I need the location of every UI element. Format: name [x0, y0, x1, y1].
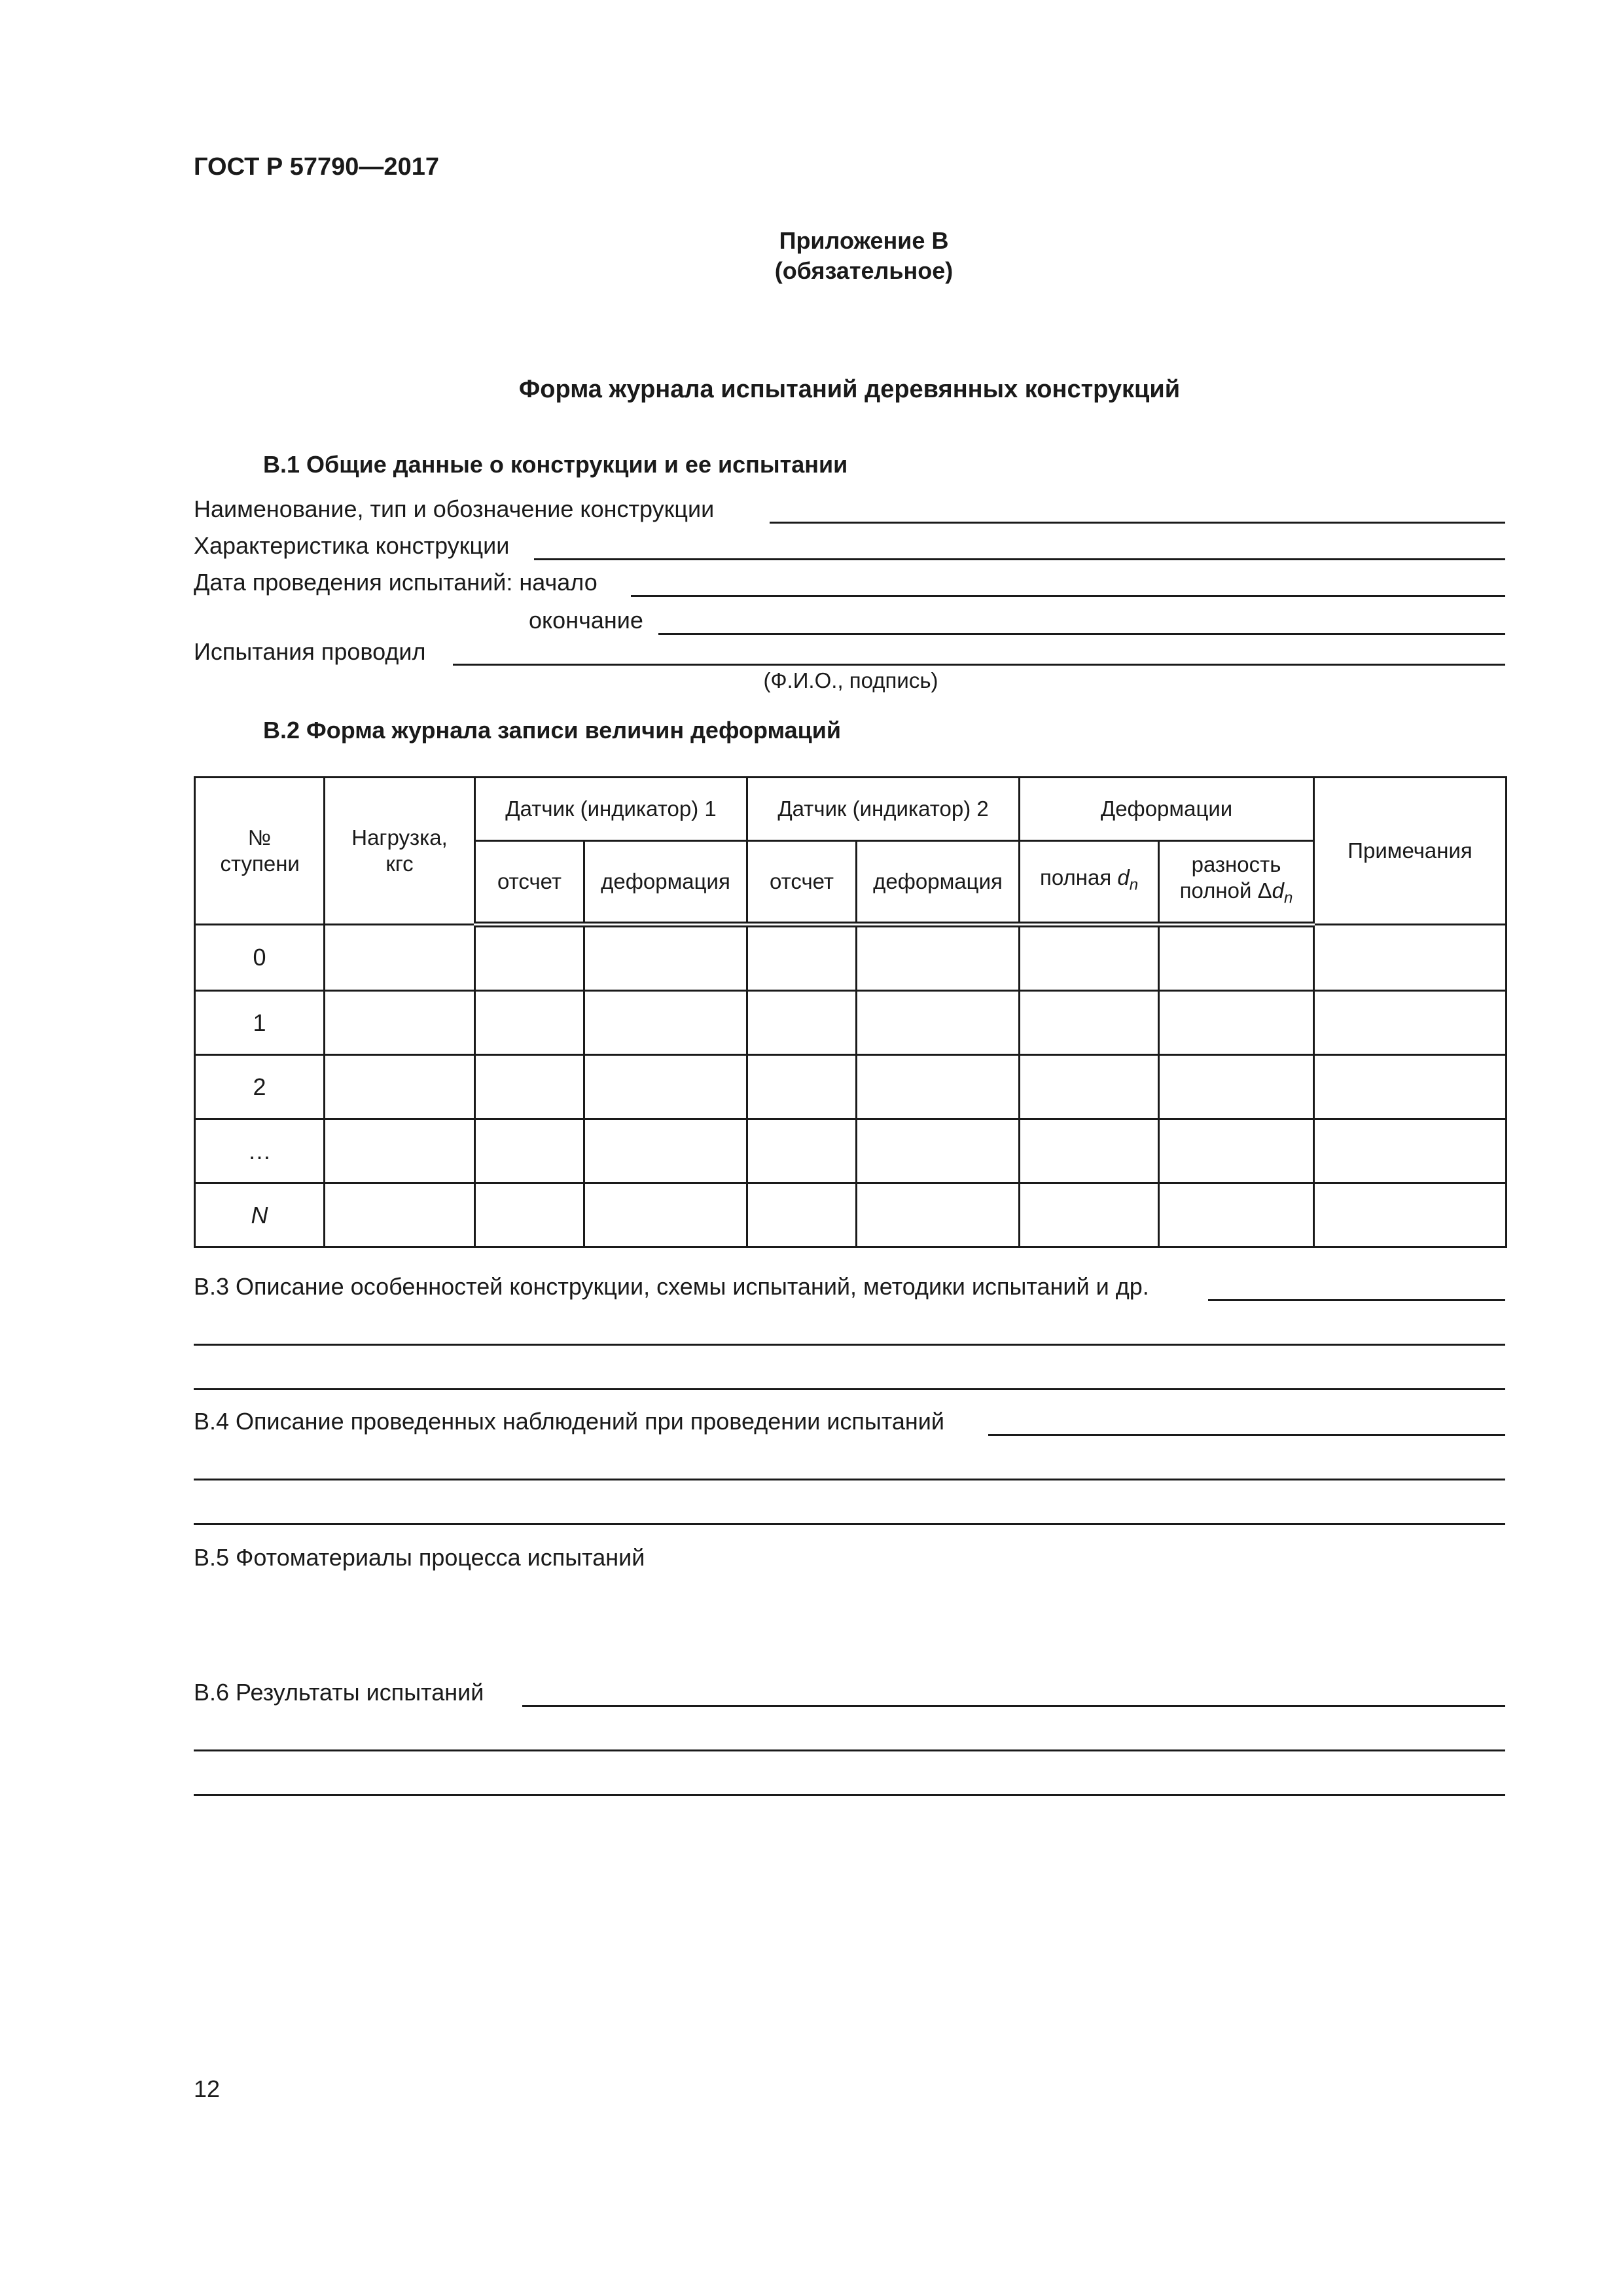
section-b3-heading: В.3 Описание особенностей конструкции, схемы испытаний, методики испытаний и др.	[194, 1273, 1149, 1300]
table-cell[interactable]	[857, 991, 1020, 1055]
table-cell[interactable]	[325, 1183, 475, 1247]
table-row	[195, 925, 1507, 991]
full-deformation-sub: n	[1129, 876, 1139, 894]
table-cell[interactable]	[857, 1183, 1020, 1247]
section-b3-line-2[interactable]	[194, 1344, 1505, 1346]
table-cell[interactable]	[857, 925, 1020, 991]
section-b3-line-3[interactable]	[194, 1388, 1505, 1390]
table-cell[interactable]	[475, 1055, 584, 1119]
appendix-title: Приложение В	[779, 227, 949, 254]
table-cell[interactable]	[1159, 1055, 1314, 1119]
diff-deformation-prefix: полной Δ	[1179, 878, 1272, 903]
table-cell[interactable]	[747, 1183, 857, 1247]
table-cell[interactable]	[584, 925, 747, 991]
page-number: 12	[194, 2075, 221, 2102]
full-deformation-var: d	[1117, 865, 1130, 890]
table-cell[interactable]	[325, 991, 475, 1055]
col-header-load	[325, 778, 475, 925]
field-label-name: Наименование, тип и обозначение конструкции	[194, 495, 715, 522]
table-cell[interactable]	[584, 1055, 747, 1119]
table-cell[interactable]	[747, 1119, 857, 1183]
table-cell[interactable]	[857, 1055, 1020, 1119]
field-label-characteristic: Характеристика конструкции	[194, 532, 510, 559]
col-header-diff-deformation	[1159, 841, 1314, 925]
table-cell[interactable]	[475, 925, 584, 991]
field-label-tester: Испытания проводил	[194, 638, 426, 665]
table-cell[interactable]	[1020, 1055, 1159, 1119]
field-line-date-end[interactable]	[658, 633, 1505, 635]
table-cell[interactable]	[1020, 991, 1159, 1055]
diff-deformation-line1: разность	[1191, 852, 1281, 877]
table-cell[interactable]	[747, 925, 857, 991]
table-cell[interactable]	[747, 1055, 857, 1119]
field-line-name[interactable]	[770, 522, 1505, 524]
section-b6-heading: В.6 Результаты испытаний	[194, 1679, 484, 1706]
diff-deformation-sub: n	[1284, 889, 1293, 907]
section-b4-line-3[interactable]	[194, 1523, 1505, 1525]
section-b4-line-2[interactable]	[194, 1479, 1505, 1480]
table-cell[interactable]	[325, 1055, 475, 1119]
table-cell[interactable]	[584, 1119, 747, 1183]
section-b6-line-1[interactable]	[522, 1705, 1505, 1707]
table-cell[interactable]	[475, 1119, 584, 1183]
field-line-tester[interactable]	[453, 664, 1505, 666]
table-cell[interactable]	[1314, 1183, 1507, 1247]
field-line-characteristic[interactable]	[534, 558, 1505, 560]
col-header-notes: Примечания	[1314, 778, 1507, 925]
table-row	[195, 991, 1507, 1055]
col-header-step-label: № ступени	[220, 825, 300, 876]
table-row	[195, 1183, 1507, 1247]
table-cell[interactable]	[325, 925, 475, 991]
appendix-status: (обязательное)	[774, 257, 954, 284]
step-cell: 0	[195, 925, 325, 991]
standard-code: ГОСТ Р 57790—2017	[194, 153, 439, 181]
col-header-sensor1-reading: отсчет	[475, 841, 584, 925]
table-row	[195, 1119, 1507, 1183]
table-cell[interactable]	[747, 991, 857, 1055]
full-deformation-prefix: полная	[1039, 865, 1112, 890]
table-cell[interactable]	[1159, 1183, 1314, 1247]
col-header-sensor2-reading: отсчет	[747, 841, 857, 925]
table-cell[interactable]	[1314, 991, 1507, 1055]
table-cell[interactable]	[1020, 925, 1159, 991]
section-b1-heading: В.1 Общие данные о конструкции и ее испытании	[263, 451, 848, 478]
section-b6-line-3[interactable]	[194, 1794, 1505, 1796]
table-cell[interactable]	[584, 1183, 747, 1247]
col-header-step	[195, 778, 325, 925]
table-cell[interactable]	[1020, 1183, 1159, 1247]
table-row	[195, 1055, 1507, 1119]
field-line-date-start[interactable]	[631, 595, 1505, 597]
table-cell[interactable]	[857, 1119, 1020, 1183]
table-cell[interactable]	[1314, 925, 1507, 991]
table-cell[interactable]	[1314, 1055, 1507, 1119]
field-label-date-start: Дата проведения испытаний: начало	[194, 569, 597, 596]
tester-caption: (Ф.И.О., подпись)	[763, 668, 938, 692]
col-header-sensor2-deformation: деформация	[857, 841, 1020, 925]
step-cell: N	[195, 1183, 325, 1247]
table-cell[interactable]	[584, 991, 747, 1055]
section-b6-line-2[interactable]	[194, 1749, 1505, 1751]
section-b4-line-1[interactable]	[988, 1434, 1505, 1436]
deformation-log-table	[194, 776, 1507, 1248]
col-header-sensor2: Датчик (индикатор) 2	[747, 778, 1020, 841]
table-cell[interactable]	[1159, 925, 1314, 991]
col-header-sensor1-deformation: деформация	[584, 841, 747, 925]
table-cell[interactable]	[1020, 1119, 1159, 1183]
col-header-deformations: Деформации	[1020, 778, 1314, 841]
section-b3-line-1[interactable]	[1208, 1299, 1505, 1301]
section-b5-heading: В.5 Фотоматериалы процесса испытаний	[194, 1544, 645, 1571]
table-cell[interactable]	[1159, 991, 1314, 1055]
step-cell: 2	[195, 1055, 325, 1119]
section-b4-heading: В.4 Описание проведенных наблюдений при проведении испытаний	[194, 1408, 945, 1435]
col-header-full-deformation	[1020, 841, 1159, 925]
section-b2-heading: В.2 Форма журнала записи величин деформаций	[263, 717, 842, 744]
document-title: Форма журнала испытаний деревянных конструкций	[518, 376, 1181, 403]
step-cell: 1	[195, 991, 325, 1055]
table-cell[interactable]	[475, 991, 584, 1055]
table-cell[interactable]	[475, 1183, 584, 1247]
col-header-load-label: Нагрузка, кгс	[351, 825, 448, 876]
table-cell[interactable]	[1314, 1119, 1507, 1183]
step-cell: …	[195, 1119, 325, 1183]
diff-deformation-var: d	[1272, 878, 1285, 903]
table-cell[interactable]	[1159, 1119, 1314, 1183]
table-cell[interactable]	[325, 1119, 475, 1183]
col-header-sensor1: Датчик (индикатор) 1	[475, 778, 747, 841]
field-label-date-end: окончание	[529, 607, 643, 634]
